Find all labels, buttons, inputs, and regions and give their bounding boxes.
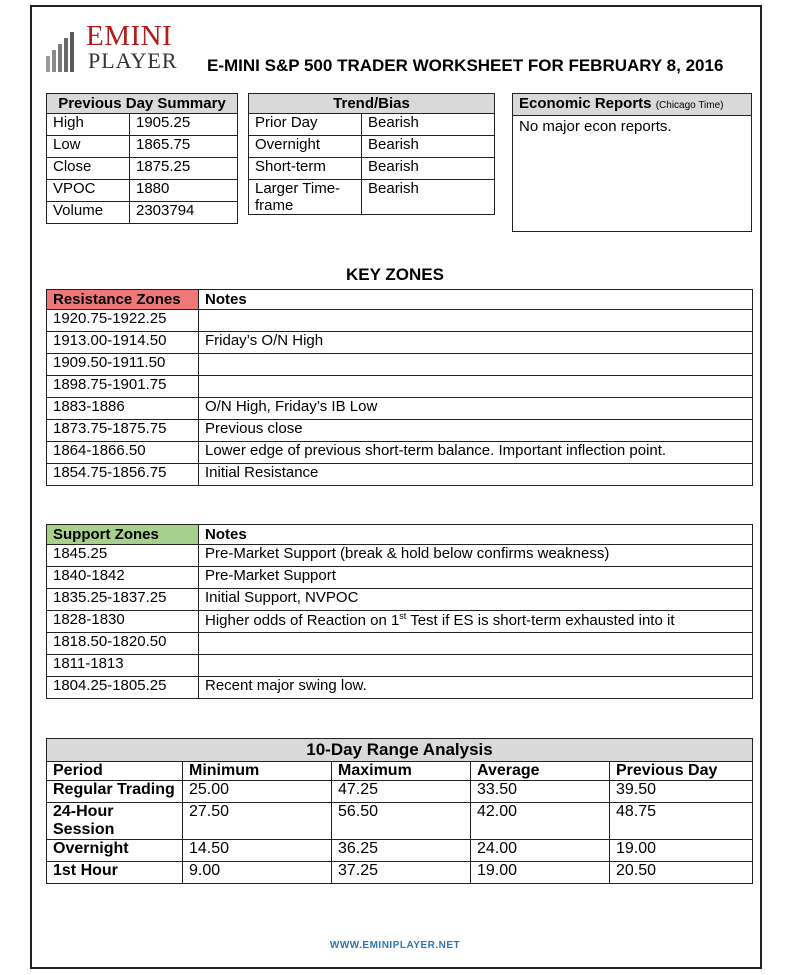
row-value: Bearish <box>362 114 495 136</box>
period-cell: Overnight <box>47 840 183 862</box>
max-cell: 37.25 <box>332 862 471 884</box>
table-row <box>47 840 753 862</box>
zone-cell: 1811-1813 <box>47 655 199 677</box>
max-cell: 36.25 <box>332 840 471 862</box>
support-zones-table <box>46 524 753 699</box>
note-cell: Previous close <box>199 420 753 442</box>
table-row <box>47 589 753 611</box>
table-row <box>47 158 238 180</box>
zone-cell: 1828-1830 <box>47 611 199 633</box>
table-row <box>47 567 753 589</box>
table-row <box>249 114 495 136</box>
table-row <box>47 420 753 442</box>
note-cell <box>199 354 753 376</box>
prev-cell: 48.75 <box>610 803 753 840</box>
row-value: Bearish <box>362 136 495 158</box>
table-row <box>249 158 495 180</box>
zone-cell: 1920.75-1922.25 <box>47 310 199 332</box>
row-label <box>249 180 362 215</box>
range-header-row <box>47 762 753 781</box>
zone-cell: 1913.00-1914.50 <box>47 332 199 354</box>
note-superscript: st <box>399 611 407 621</box>
row-value: Bearish <box>362 180 495 215</box>
table-row <box>47 442 753 464</box>
table-row <box>47 180 238 202</box>
note-text: Higher odds of Reaction on 1 <box>205 612 400 629</box>
zone-cell: 1909.50-1911.50 <box>47 354 199 376</box>
prev-cell: 20.50 <box>610 862 753 884</box>
column-header: Period <box>47 762 183 781</box>
economic-reports-note: (Chicago Time) <box>655 100 724 111</box>
range-analysis-table <box>46 738 753 884</box>
table-row <box>47 633 753 655</box>
economic-reports-body: No major econ reports. <box>519 118 672 135</box>
row-value: 2303794 <box>130 202 238 224</box>
zone-cell: 1898.75-1901.75 <box>47 376 199 398</box>
note-cell <box>199 310 753 332</box>
notes-header: Notes <box>199 290 753 310</box>
row-value: Bearish <box>362 158 495 180</box>
note-cell <box>199 376 753 398</box>
zone-cell: 1873.75-1875.75 <box>47 420 199 442</box>
page-title: E-MINI S&P 500 TRADER WORKSHEET FOR FEBRUARY 8, 2016 <box>207 56 724 75</box>
table-row <box>249 136 495 158</box>
economic-reports-header <box>513 94 751 116</box>
resistance-zones-table <box>46 289 753 486</box>
table-row <box>47 781 753 803</box>
zone-cell: 1804.25-1805.25 <box>47 677 199 699</box>
footer-website-link[interactable]: WWW.EMINIPLAYER.NET <box>329 940 461 951</box>
note-cell: Friday’s O/N High <box>199 332 753 354</box>
logo-text-emini: EMINI <box>86 20 173 52</box>
table-row <box>47 803 753 840</box>
column-header: Minimum <box>183 762 332 781</box>
table-row <box>47 114 238 136</box>
previous-day-summary-table <box>46 93 238 224</box>
range-title: 10-Day Range Analysis <box>47 739 753 762</box>
economic-reports-title: Economic Reports <box>519 95 652 112</box>
note-cell: O/N High, Friday’s IB Low <box>199 398 753 420</box>
table-row <box>47 862 753 884</box>
previous-day-header: Previous Day Summary <box>47 94 238 114</box>
table-row <box>47 398 753 420</box>
table-row <box>47 354 753 376</box>
note-text: Test if ES is short-term exhausted into it <box>406 612 675 629</box>
table-row <box>47 310 753 332</box>
note-cell: Initial Resistance <box>199 464 753 486</box>
economic-reports-box <box>512 93 752 232</box>
table-row <box>47 655 753 677</box>
table-row <box>47 332 753 354</box>
trend-header: Trend/Bias <box>249 94 495 114</box>
table-row <box>249 180 495 215</box>
table-row <box>47 611 753 633</box>
column-header: Maximum <box>332 762 471 781</box>
zone-cell: 1883-1886 <box>47 398 199 420</box>
zone-cell: 1818.50-1820.50 <box>47 633 199 655</box>
row-label: Close <box>47 158 130 180</box>
max-cell: 56.50 <box>332 803 471 840</box>
row-label: Overnight <box>249 136 362 158</box>
table-row <box>47 464 753 486</box>
min-cell: 25.00 <box>183 781 332 803</box>
note-cell: Pre-Market Support (break & hold below confirms weakness) <box>199 545 753 567</box>
min-cell: 9.00 <box>183 862 332 884</box>
row-value: 1875.25 <box>130 158 238 180</box>
zone-cell: 1854.75-1856.75 <box>47 464 199 486</box>
min-cell: 27.50 <box>183 803 332 840</box>
eminiplayer-logo <box>44 20 184 75</box>
row-value: 1880 <box>130 180 238 202</box>
period-cell: 24-Hour Session <box>47 803 183 840</box>
zone-cell: 1864-1866.50 <box>47 442 199 464</box>
table-row <box>47 677 753 699</box>
table-row <box>47 376 753 398</box>
bar-chart-icon <box>44 30 84 72</box>
prev-cell: 19.00 <box>610 840 753 862</box>
zone-cell: 1845.25 <box>47 545 199 567</box>
table-row <box>47 136 238 158</box>
row-label: Short-term <box>249 158 362 180</box>
avg-cell: 19.00 <box>471 862 610 884</box>
row-label: High <box>47 114 130 136</box>
max-cell: 47.25 <box>332 781 471 803</box>
logo-text-player: PLAYER <box>88 48 178 73</box>
note-cell <box>199 633 753 655</box>
zone-cell: 1840-1842 <box>47 567 199 589</box>
row-label: Volume <box>47 202 130 224</box>
row-label: VPOC <box>47 180 130 202</box>
column-header: Average <box>471 762 610 781</box>
table-row <box>47 202 238 224</box>
avg-cell: 33.50 <box>471 781 610 803</box>
note-cell <box>199 611 753 633</box>
note-cell: Lower edge of previous short-term balance. Important inflection point. <box>199 442 753 464</box>
row-label-line1: Larger Time- <box>255 180 341 197</box>
row-value: 1865.75 <box>130 136 238 158</box>
notes-header: Notes <box>199 525 753 545</box>
resistance-header: Resistance Zones <box>47 290 199 310</box>
period-cell: 1st Hour <box>47 862 183 884</box>
row-label: Prior Day <box>249 114 362 136</box>
key-zones-title: KEY ZONES <box>346 265 444 284</box>
min-cell: 14.50 <box>183 840 332 862</box>
zone-cell: 1835.25-1837.25 <box>47 589 199 611</box>
prev-cell: 39.50 <box>610 781 753 803</box>
avg-cell: 42.00 <box>471 803 610 840</box>
table-row <box>47 545 753 567</box>
avg-cell: 24.00 <box>471 840 610 862</box>
row-label: Low <box>47 136 130 158</box>
note-cell: Initial Support, NVPOC <box>199 589 753 611</box>
note-cell <box>199 655 753 677</box>
row-label-line2: frame <box>255 197 294 214</box>
period-cell: Regular Trading <box>47 781 183 803</box>
column-header: Previous Day <box>610 762 753 781</box>
support-header: Support Zones <box>47 525 199 545</box>
trend-bias-table <box>248 93 495 215</box>
row-value: 1905.25 <box>130 114 238 136</box>
note-cell: Recent major swing low. <box>199 677 753 699</box>
note-cell: Pre-Market Support <box>199 567 753 589</box>
